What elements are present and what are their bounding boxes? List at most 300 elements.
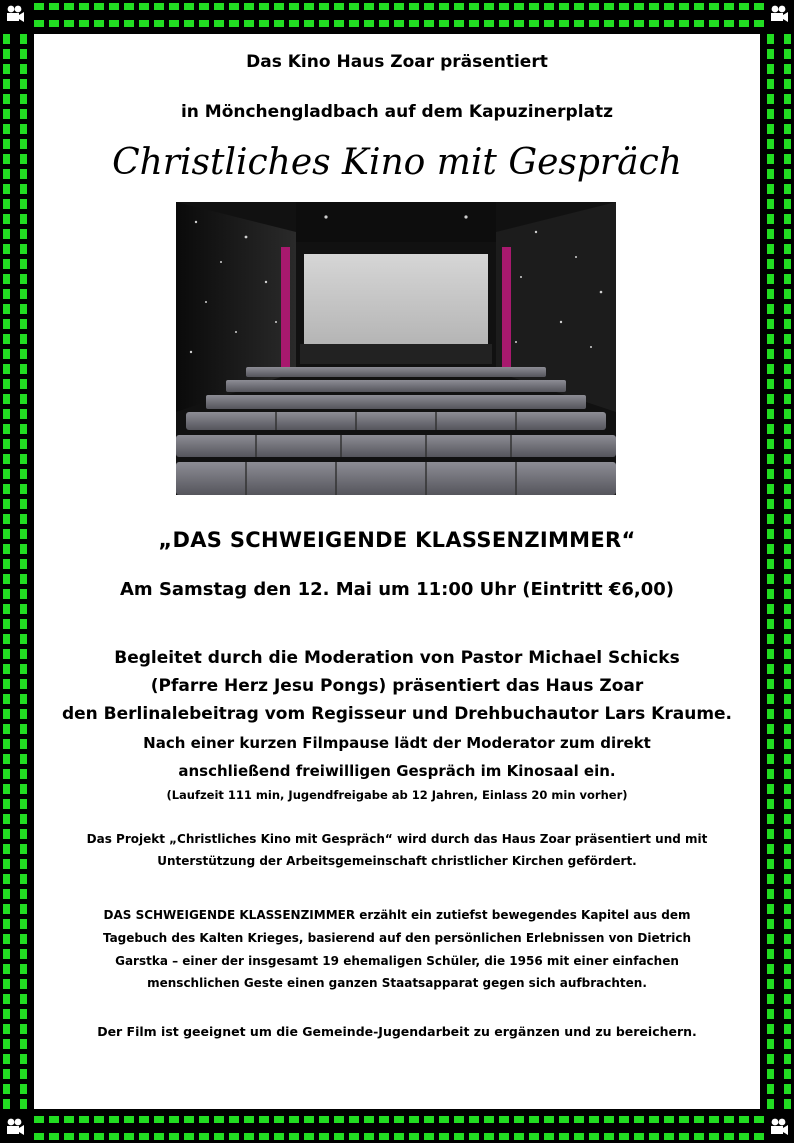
sprocket-hole	[20, 514, 27, 524]
sprocket-hole	[304, 20, 314, 27]
sprocket-hole	[379, 20, 389, 27]
sprocket-hole	[784, 829, 791, 839]
sprocket-hole	[259, 1133, 269, 1140]
project-line: Unterstützung der Arbeitsgemeinschaft christlicher Kirchen gefördert.	[157, 854, 637, 868]
film-title: „DAS SCHWEIGENDE KLASSENZIMMER“	[158, 528, 636, 552]
sprocket-hole	[20, 364, 27, 374]
sprocket-hole	[767, 709, 774, 719]
sprocket-hole	[784, 709, 791, 719]
sprocket-hole	[767, 634, 774, 644]
sprocket-hole	[334, 3, 344, 10]
sprocket-hole	[784, 94, 791, 104]
sprocket-hole	[784, 559, 791, 569]
sprocket-hole	[199, 3, 209, 10]
sprocket-hole	[3, 784, 10, 794]
sprocket-hole	[319, 1116, 329, 1123]
sprocket-hole	[3, 1039, 10, 1049]
sprocket-hole	[3, 49, 10, 59]
sprocket-hole	[634, 1133, 644, 1140]
sprocket-hole	[364, 20, 374, 27]
film-camera-icon	[0, 1113, 30, 1143]
sprocket-hole	[694, 1133, 704, 1140]
sprocket-hole	[109, 20, 119, 27]
screening-date: Am Samstag den 12. Mai um 11:00 Uhr (Eintritt €6,00)	[119, 579, 675, 600]
sprocket-hole	[20, 919, 27, 929]
sprocket-hole	[3, 664, 10, 674]
sprocket-hole	[767, 604, 774, 614]
sprocket-hole	[3, 139, 10, 149]
sprocket-hole	[724, 20, 734, 27]
sprocket-hole	[767, 904, 774, 914]
sprocket-hole	[784, 409, 791, 419]
sprocket-hole	[20, 559, 27, 569]
sprocket-hole	[454, 3, 464, 10]
sprocket-hole	[20, 154, 27, 164]
sprocket-hole	[767, 304, 774, 314]
sprocket-hole	[559, 20, 569, 27]
sprocket-hole	[679, 1116, 689, 1123]
sprocket-hole	[784, 574, 791, 584]
sprocket-hole	[3, 394, 10, 404]
sprocket-hole	[634, 20, 644, 27]
sprocket-hole	[739, 1116, 749, 1123]
sprocket-hole	[484, 1116, 494, 1123]
sprocket-hole	[20, 379, 27, 389]
sprocket-hole	[604, 20, 614, 27]
sprocket-hole	[20, 979, 27, 989]
sprocket-hole	[20, 214, 27, 224]
sprocket-hole	[767, 34, 774, 44]
sprocket-hole	[3, 934, 10, 944]
sprocket-hole	[694, 1116, 704, 1123]
sprocket-hole	[767, 319, 774, 329]
sprocket-hole	[784, 544, 791, 554]
sprocket-hole	[784, 994, 791, 1004]
sprocket-hole	[20, 664, 27, 674]
sprocket-hole	[784, 904, 791, 914]
sprocket-hole	[3, 679, 10, 689]
sprocket-hole	[424, 1116, 434, 1123]
sprocket-hole	[3, 709, 10, 719]
sprocket-hole	[34, 1133, 44, 1140]
sprocket-hole	[20, 844, 27, 854]
sprocket-hole	[34, 20, 44, 27]
sprocket-hole	[544, 3, 554, 10]
sprocket-hole	[784, 214, 791, 224]
sprocket-hole	[244, 3, 254, 10]
sprocket-hole	[20, 229, 27, 239]
sprocket-hole	[767, 1084, 774, 1094]
poster-paper	[34, 34, 760, 1109]
sprocket-hole	[619, 1133, 629, 1140]
sprocket-hole	[619, 3, 629, 10]
sprocket-hole	[3, 499, 10, 509]
sprocket-hole	[274, 1116, 284, 1123]
sprocket-hole	[767, 1039, 774, 1049]
sprocket-hole	[724, 1133, 734, 1140]
sprocket-hole	[767, 979, 774, 989]
sprocket-hole	[784, 514, 791, 524]
sprocket-hole	[754, 1133, 764, 1140]
sprocket-hole	[3, 94, 10, 104]
sprocket-hole	[79, 3, 89, 10]
sprocket-hole	[767, 214, 774, 224]
sprocket-hole	[694, 3, 704, 10]
sprocket-hole	[169, 1133, 179, 1140]
location-line: in Mönchengladbach auf dem Kapuzinerplatz	[180, 102, 614, 122]
sprocket-hole	[767, 229, 774, 239]
sprocket-hole	[20, 829, 27, 839]
sprocket-hole	[109, 1116, 119, 1123]
sprocket-hole	[199, 1133, 209, 1140]
sprocket-hole	[767, 724, 774, 734]
sprocket-hole	[3, 889, 10, 899]
sprocket-hole	[3, 559, 10, 569]
sprocket-hole	[424, 3, 434, 10]
sprocket-hole	[767, 379, 774, 389]
sprocket-hole	[784, 844, 791, 854]
sprocket-hole	[767, 109, 774, 119]
sprocket-hole	[784, 229, 791, 239]
sprocket-hole	[529, 20, 539, 27]
sprocket-hole	[469, 20, 479, 27]
sprocket-hole	[49, 1116, 59, 1123]
sprocket-hole	[334, 1133, 344, 1140]
sprocket-hole	[767, 1009, 774, 1019]
sprocket-hole	[244, 1133, 254, 1140]
sprocket-hole	[319, 20, 329, 27]
sprocket-hole	[3, 409, 10, 419]
sprocket-hole	[64, 3, 74, 10]
sprocket-hole	[20, 289, 27, 299]
sprocket-hole	[20, 739, 27, 749]
sprocket-hole	[739, 3, 749, 10]
sprocket-hole	[214, 1133, 224, 1140]
sprocket-hole	[289, 20, 299, 27]
sprocket-hole	[109, 3, 119, 10]
sprocket-hole	[784, 454, 791, 464]
sprocket-hole	[3, 364, 10, 374]
sprocket-hole	[754, 3, 764, 10]
sprocket-hole	[49, 20, 59, 27]
sprocket-hole	[79, 1116, 89, 1123]
sprocket-hole	[20, 349, 27, 359]
sprocket-hole	[767, 79, 774, 89]
sprocket-hole	[784, 754, 791, 764]
sprocket-hole	[3, 814, 10, 824]
sprocket-hole	[784, 934, 791, 944]
sprocket-hole	[469, 1133, 479, 1140]
synopsis-line: Garstka – einer der insgesamt 19 ehemaligen Schüler, die 1956 mit einer einfachen	[115, 954, 679, 968]
sprocket-hole	[3, 739, 10, 749]
sprocket-hole	[589, 1133, 599, 1140]
sprocket-hole	[20, 244, 27, 254]
sprocket-hole	[319, 1133, 329, 1140]
sprocket-hole	[499, 1133, 509, 1140]
sprocket-hole	[784, 169, 791, 179]
sprocket-hole	[767, 964, 774, 974]
sprocket-hole	[767, 1024, 774, 1034]
sprocket-hole	[767, 499, 774, 509]
sprocket-hole	[3, 799, 10, 809]
sprocket-hole	[767, 919, 774, 929]
sprocket-hole	[79, 1133, 89, 1140]
sprocket-hole	[394, 1133, 404, 1140]
sprocket-hole	[3, 604, 10, 614]
sprocket-hole	[3, 454, 10, 464]
sprocket-hole	[20, 394, 27, 404]
sprocket-hole	[3, 109, 10, 119]
sprocket-hole	[3, 754, 10, 764]
sprocket-hole	[784, 484, 791, 494]
sprocket-hole	[767, 949, 774, 959]
sprocket-hole	[679, 1133, 689, 1140]
sprocket-hole	[20, 34, 27, 44]
sprocket-hole	[649, 20, 659, 27]
sprocket-hole	[424, 1133, 434, 1140]
sprocket-hole	[3, 724, 10, 734]
sprocket-hole	[319, 3, 329, 10]
script-title: Christliches Kino mit Gespräch	[112, 142, 682, 183]
sprocket-hole	[139, 1133, 149, 1140]
synopsis-line: Tagebuch des Kalten Krieges, basierend auf den persönlichen Erlebnissen von Dietrich	[102, 931, 692, 945]
sprocket-hole	[20, 1054, 27, 1064]
sprocket-hole	[139, 20, 149, 27]
sprocket-hole	[439, 20, 449, 27]
sprocket-hole	[454, 1116, 464, 1123]
description-line: Begleitet durch die Moderation von Pastor Michael Schicks	[114, 648, 680, 668]
sprocket-hole	[784, 469, 791, 479]
sprocket-hole	[664, 20, 674, 27]
sprocket-hole	[259, 20, 269, 27]
sprocket-hole	[20, 109, 27, 119]
sprocket-hole	[767, 154, 774, 164]
sprocket-hole	[214, 20, 224, 27]
sprocket-hole	[544, 1116, 554, 1123]
sprocket-hole	[784, 1069, 791, 1079]
sprocket-hole	[3, 34, 10, 44]
sprocket-hole	[767, 589, 774, 599]
sprocket-hole	[767, 94, 774, 104]
sprocket-hole	[20, 994, 27, 1004]
sprocket-hole	[184, 1116, 194, 1123]
sprocket-hole	[169, 20, 179, 27]
sprocket-hole	[20, 1099, 27, 1109]
sprocket-hole	[784, 334, 791, 344]
sprocket-hole	[784, 349, 791, 359]
sprocket-hole	[49, 3, 59, 10]
sprocket-hole	[767, 49, 774, 59]
sprocket-hole	[589, 1116, 599, 1123]
sprocket-hole	[3, 619, 10, 629]
sprocket-hole	[3, 529, 10, 539]
sprocket-hole	[20, 94, 27, 104]
sprocket-hole	[784, 634, 791, 644]
presenter-line: Das Kino Haus Zoar präsentiert	[246, 52, 548, 72]
sprocket-hole	[139, 1116, 149, 1123]
sprocket-hole	[20, 889, 27, 899]
sprocket-hole	[784, 259, 791, 269]
sprocket-hole	[20, 754, 27, 764]
project-line: Das Projekt „Christliches Kino mit Gespräch“ wird durch das Haus Zoar präsentiert und mit	[86, 832, 708, 846]
sprocket-hole	[154, 1116, 164, 1123]
sprocket-hole	[784, 304, 791, 314]
sprocket-hole	[229, 1133, 239, 1140]
sprocket-hole	[20, 649, 27, 659]
sprocket-hole	[20, 1069, 27, 1079]
sprocket-hole	[124, 3, 134, 10]
sprocket-hole	[304, 1133, 314, 1140]
sprocket-hole	[20, 424, 27, 434]
sprocket-hole	[109, 1133, 119, 1140]
sprocket-hole	[559, 1116, 569, 1123]
sprocket-hole	[3, 634, 10, 644]
description-line: Nach einer kurzen Filmpause lädt der Moderator zum direkt	[143, 734, 651, 752]
description-line: anschließend freiwilligen Gespräch im Kinosaal ein.	[178, 762, 616, 780]
sprocket-hole	[574, 3, 584, 10]
sprocket-hole	[784, 784, 791, 794]
sprocket-hole	[3, 844, 10, 854]
sprocket-hole	[364, 1133, 374, 1140]
sprocket-hole	[767, 784, 774, 794]
sprocket-hole	[784, 724, 791, 734]
sprocket-hole	[784, 1039, 791, 1049]
sprocket-hole	[784, 319, 791, 329]
sprocket-hole	[724, 1116, 734, 1123]
sprocket-hole	[20, 604, 27, 614]
sprocket-hole	[409, 1133, 419, 1140]
sprocket-hole	[244, 1116, 254, 1123]
closing-line: Der Film ist geeignet um die Gemeinde-Jugendarbeit zu ergänzen und zu bereichern.	[97, 1024, 697, 1039]
sprocket-hole	[767, 694, 774, 704]
sprocket-hole	[3, 1024, 10, 1034]
sprocket-hole	[484, 3, 494, 10]
sprocket-hole	[604, 3, 614, 10]
sprocket-hole	[664, 3, 674, 10]
sprocket-hole	[3, 1009, 10, 1019]
sprocket-hole	[767, 244, 774, 254]
sprocket-hole	[574, 20, 584, 27]
sprocket-hole	[20, 769, 27, 779]
sprocket-hole	[34, 1116, 44, 1123]
sprocket-hole	[20, 409, 27, 419]
sprocket-hole	[784, 154, 791, 164]
sprocket-hole	[767, 409, 774, 419]
sprocket-hole	[767, 994, 774, 1004]
sprocket-hole	[767, 754, 774, 764]
sprocket-hole	[767, 424, 774, 434]
sprocket-hole	[20, 484, 27, 494]
sprocket-hole	[664, 1133, 674, 1140]
sprocket-hole	[364, 1116, 374, 1123]
sprocket-hole	[94, 1133, 104, 1140]
sprocket-hole	[229, 20, 239, 27]
sprocket-hole	[20, 259, 27, 269]
sprocket-hole	[709, 3, 719, 10]
sprocket-hole	[484, 1133, 494, 1140]
sprocket-hole	[20, 724, 27, 734]
sprocket-hole	[3, 589, 10, 599]
sprocket-hole	[409, 1116, 419, 1123]
sprocket-hole	[20, 709, 27, 719]
sprocket-hole	[349, 1133, 359, 1140]
sprocket-hole	[20, 874, 27, 884]
sprocket-hole	[784, 964, 791, 974]
synopsis-line: DAS SCHWEIGENDE KLASSENZIMMER erzählt ein zutiefst bewegendes Kapitel aus dem	[103, 908, 691, 922]
sprocket-hole	[34, 3, 44, 10]
sprocket-hole	[3, 859, 10, 869]
sprocket-hole	[499, 3, 509, 10]
sprocket-hole	[3, 949, 10, 959]
sprocket-hole	[784, 1084, 791, 1094]
sprocket-hole	[20, 319, 27, 329]
sprocket-hole	[20, 694, 27, 704]
sprocket-hole	[20, 274, 27, 284]
sprocket-hole	[709, 1116, 719, 1123]
sprocket-hole	[559, 1133, 569, 1140]
sprocket-hole	[3, 469, 10, 479]
sprocket-hole	[64, 1133, 74, 1140]
sprocket-hole	[20, 469, 27, 479]
sprocket-hole	[64, 1116, 74, 1123]
sprocket-hole	[784, 874, 791, 884]
sprocket-hole	[589, 3, 599, 10]
sprocket-hole	[3, 919, 10, 929]
film-details: (Laufzeit 111 min, Jugendfreigabe ab 12 Jahren, Einlass 20 min vorher)	[166, 788, 628, 802]
sprocket-hole	[3, 259, 10, 269]
sprocket-hole	[784, 679, 791, 689]
sprocket-hole	[199, 1116, 209, 1123]
sprocket-hole	[20, 589, 27, 599]
sprocket-hole	[49, 1133, 59, 1140]
sprocket-hole	[767, 469, 774, 479]
sprocket-hole	[20, 529, 27, 539]
sprocket-hole	[94, 20, 104, 27]
sprocket-hole	[20, 679, 27, 689]
sprocket-hole	[3, 169, 10, 179]
sprocket-hole	[20, 64, 27, 74]
sprocket-hole	[784, 739, 791, 749]
sprocket-hole	[154, 20, 164, 27]
sprocket-hole	[784, 64, 791, 74]
sprocket-hole	[3, 154, 10, 164]
sprocket-hole	[634, 1116, 644, 1123]
sprocket-hole	[3, 484, 10, 494]
sprocket-hole	[349, 3, 359, 10]
sprocket-hole	[3, 424, 10, 434]
sprocket-hole	[259, 1116, 269, 1123]
sprocket-hole	[3, 319, 10, 329]
sprocket-hole	[784, 289, 791, 299]
sprocket-hole	[454, 1133, 464, 1140]
sprocket-hole	[784, 664, 791, 674]
sprocket-hole	[784, 184, 791, 194]
sprocket-hole	[20, 304, 27, 314]
sprocket-hole	[767, 739, 774, 749]
synopsis-line: menschlichen Geste einen ganzen Staatsapparat gegen sich aufbrachten.	[147, 976, 647, 990]
sprocket-hole	[784, 769, 791, 779]
sprocket-hole	[767, 814, 774, 824]
sprocket-hole	[724, 3, 734, 10]
sprocket-hole	[214, 3, 224, 10]
sprocket-hole	[767, 364, 774, 374]
sprocket-hole	[20, 454, 27, 464]
sprocket-hole	[664, 1116, 674, 1123]
sprocket-hole	[439, 3, 449, 10]
sprocket-hole	[784, 79, 791, 89]
sprocket-hole	[767, 1069, 774, 1079]
sprocket-hole	[754, 1116, 764, 1123]
